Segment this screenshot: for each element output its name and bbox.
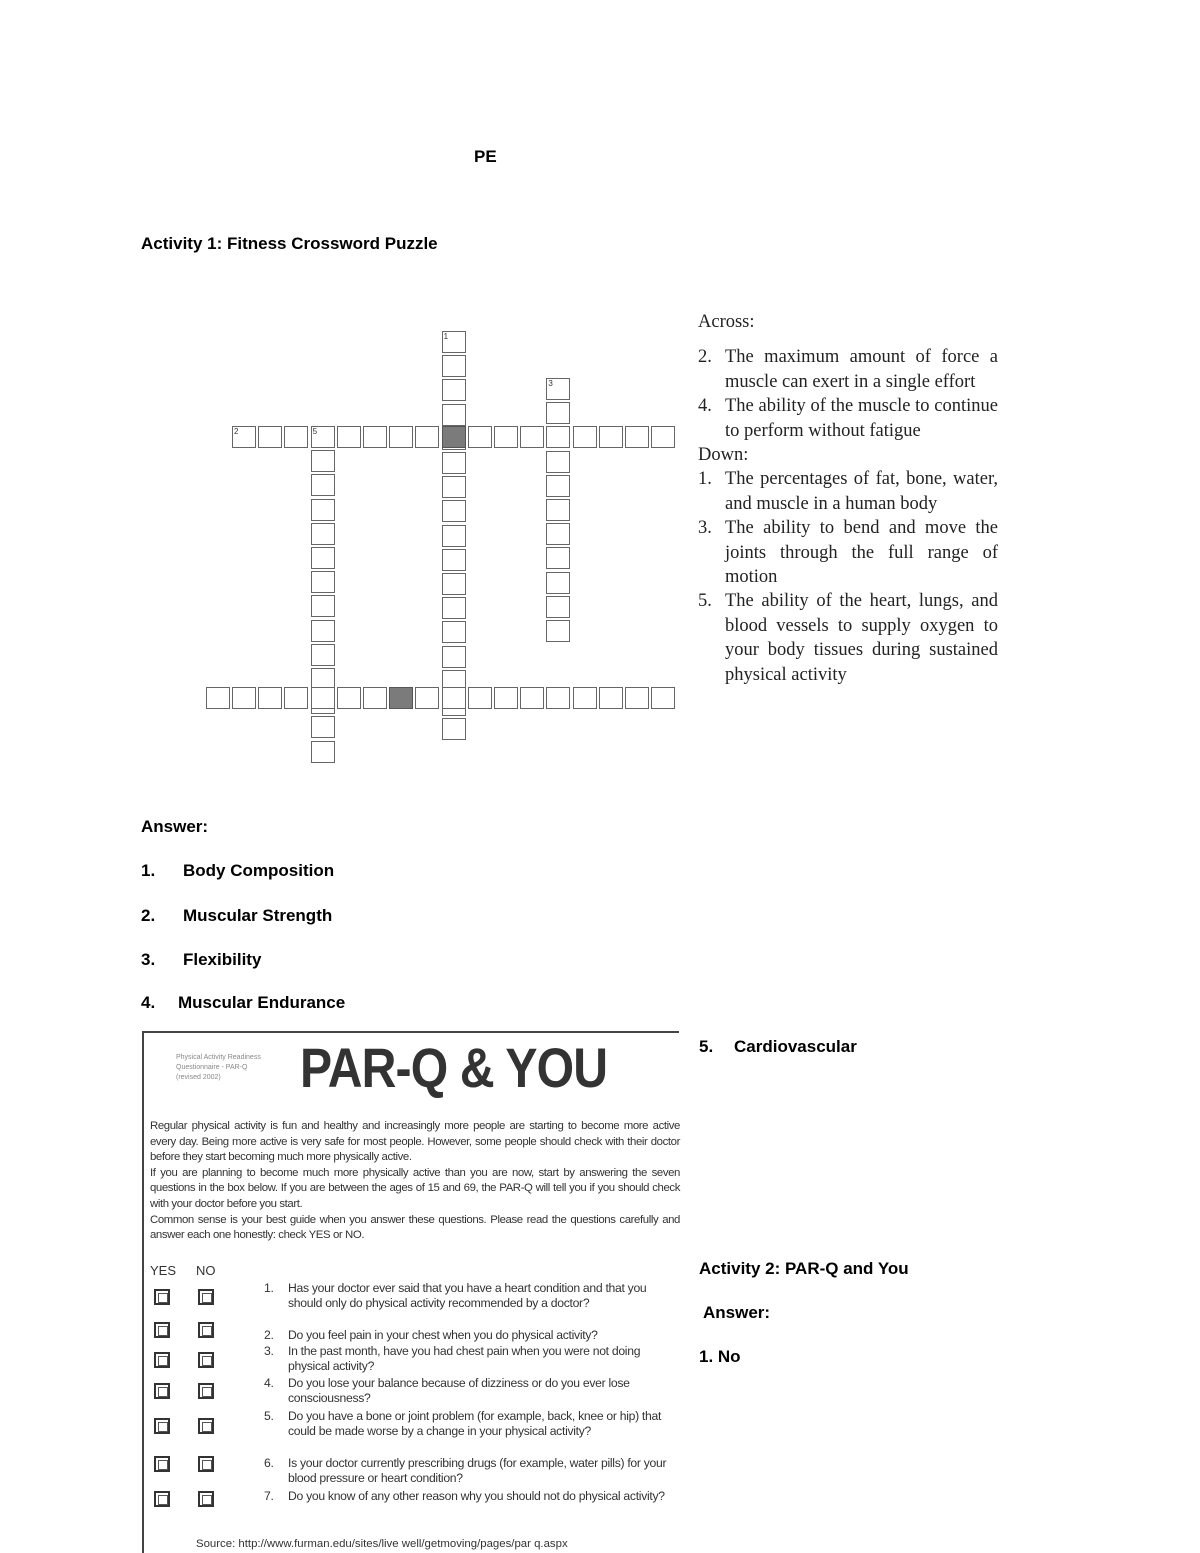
- crossword-cell[interactable]: [494, 426, 518, 448]
- clue-number: 3.: [698, 518, 712, 539]
- clue-text: The ability of the heart, lungs, and blood vessels to supply oxygen to your body tissues during sustained physical activity: [725, 591, 998, 685]
- crossword-cell[interactable]: [363, 687, 387, 709]
- question-number: 6.: [264, 1456, 274, 1470]
- crossword-number-2: 2: [234, 427, 239, 436]
- answer-heading: Answer:: [141, 817, 209, 836]
- crossword-cell[interactable]: [442, 426, 466, 448]
- crossword-cell[interactable]: [520, 687, 544, 709]
- crossword-cell[interactable]: [599, 687, 623, 709]
- question-number: 5.: [264, 1409, 274, 1423]
- parq-question: [264, 1456, 674, 1486]
- parq-subtitle-line: Physical Activity Readiness: [176, 1054, 261, 1061]
- answer-item: [141, 950, 261, 970]
- crossword-cell[interactable]: [442, 549, 466, 571]
- no-checkbox[interactable]: [198, 1289, 214, 1305]
- crossword-cell[interactable]: [363, 426, 387, 448]
- crossword-cell[interactable]: [442, 646, 466, 668]
- crossword-cell[interactable]: [311, 687, 335, 709]
- crossword-cell[interactable]: [442, 718, 466, 740]
- crossword-cell[interactable]: [415, 426, 439, 448]
- crossword-cell[interactable]: [258, 426, 282, 448]
- activity-2-title: Activity 2: PAR-Q and You: [699, 1259, 909, 1278]
- crossword-number-3: 3: [548, 379, 553, 388]
- crossword-cell[interactable]: [311, 741, 335, 763]
- crossword-cell[interactable]: [546, 451, 570, 473]
- down-heading: Down:: [698, 445, 749, 466]
- question-text: Do you lose your balance because of dizziness or do you ever lose consciousness?: [288, 1376, 630, 1405]
- down-clue: [698, 467, 998, 516]
- crossword-cell[interactable]: [442, 525, 466, 547]
- answer-number: 4.: [141, 993, 156, 1012]
- across-clue: [698, 394, 998, 443]
- parq-subtitle: [176, 1053, 266, 1083]
- answer-number: 5.: [699, 1037, 714, 1056]
- clue-number: 5.: [698, 591, 712, 612]
- question-text: Do you know of any other reason why you should not do physical activity?: [288, 1489, 665, 1503]
- question-text: In the past month, have you had chest pain when you were not doing physical activity?: [288, 1344, 641, 1373]
- parq-question: [264, 1409, 674, 1439]
- answer-item: [141, 906, 332, 926]
- crossword-cell[interactable]: [311, 523, 335, 545]
- question-text: Do you have a bone or joint problem (for example, back, knee or hip) that could be made worse by a change in your physical activity?: [288, 1409, 662, 1438]
- crossword-cell[interactable]: [546, 596, 570, 618]
- crossword-cell[interactable]: [442, 500, 466, 522]
- crossword-cell[interactable]: [311, 499, 335, 521]
- crossword-cell[interactable]: [442, 404, 466, 426]
- answer-item: [141, 861, 334, 881]
- activity-2-answer: 1. No: [699, 1347, 741, 1366]
- parq-question: [264, 1328, 674, 1343]
- crossword-cell[interactable]: [442, 355, 466, 377]
- crossword-cell[interactable]: [311, 547, 335, 569]
- yes-checkbox[interactable]: [154, 1383, 170, 1399]
- down-clue: [698, 516, 998, 589]
- crossword-cell[interactable]: [546, 475, 570, 497]
- crossword-cell[interactable]: [625, 426, 649, 448]
- crossword-cell[interactable]: [206, 687, 230, 709]
- answer-number: 1.: [141, 861, 156, 880]
- yes-checkbox[interactable]: [154, 1418, 170, 1434]
- answer-text: Flexibility: [183, 950, 262, 969]
- crossword-cell[interactable]: [311, 644, 335, 666]
- page-title: PE: [474, 147, 497, 166]
- no-checkbox[interactable]: [198, 1352, 214, 1368]
- crossword-cell[interactable]: [311, 716, 335, 738]
- crossword-cell[interactable]: [415, 687, 439, 709]
- parq-source: Source: http://www.furman.edu/sites/live well/getmoving/pages/par q.aspx: [196, 1538, 568, 1550]
- crossword-cell[interactable]: [442, 621, 466, 643]
- crossword-number-1: 1: [443, 332, 449, 341]
- question-text: Has your doctor ever said that you have a heart condition and that you should only do physical activity recommended by a doctor?: [288, 1281, 647, 1310]
- activity-1-title: Activity 1: Fitness Crossword Puzzle: [141, 234, 438, 253]
- answer-number: 2.: [141, 906, 156, 925]
- crossword-cell[interactable]: [651, 426, 675, 448]
- crossword-cell[interactable]: [468, 426, 492, 448]
- across-clue: [698, 345, 998, 394]
- question-number: 4.: [264, 1376, 274, 1390]
- parq-question: [264, 1281, 674, 1311]
- clue-text: The maximum amount of force a muscle can exert in a single effort: [725, 347, 998, 392]
- no-checkbox[interactable]: [198, 1322, 214, 1338]
- question-number: 2.: [264, 1328, 274, 1342]
- parq-title: PAR-Q & YOU: [300, 1036, 608, 1099]
- question-number: 3.: [264, 1344, 274, 1358]
- crossword-cell[interactable]: [232, 687, 256, 709]
- crossword-cell[interactable]: [337, 426, 361, 448]
- clue-number: 4.: [698, 396, 712, 417]
- crossword-cell[interactable]: [442, 687, 466, 709]
- parq-intro: [150, 1119, 680, 1244]
- crossword-cell[interactable]: [442, 452, 466, 474]
- question-number: 7.: [264, 1489, 274, 1503]
- answer-number: 3.: [141, 950, 156, 969]
- parq-question: [264, 1376, 674, 1406]
- clue-number: 2.: [698, 347, 712, 368]
- crossword-cell[interactable]: [284, 687, 308, 709]
- answer-text: Cardiovascular: [734, 1037, 857, 1056]
- question-text: Is your doctor currently prescribing drugs (for example, water pills) for your blood pressure or heart condition?: [288, 1456, 667, 1485]
- crossword-clues: [698, 310, 998, 687]
- crossword-cell[interactable]: [546, 620, 570, 642]
- crossword-cell[interactable]: [625, 687, 649, 709]
- crossword-grid: [0, 0, 700, 780]
- no-column-label: NO: [196, 1263, 216, 1278]
- parq-intro-paragraph: Common sense is your best guide when you answer these questions. Please read the questions carefully and answer each one honestly: check YES or NO.: [150, 1213, 680, 1242]
- crossword-cell[interactable]: [546, 523, 570, 545]
- crossword-cell[interactable]: [258, 687, 282, 709]
- question-text: Do you feel pain in your chest when you do physical activity?: [288, 1328, 598, 1342]
- yes-checkbox[interactable]: [154, 1352, 170, 1368]
- yes-checkbox[interactable]: [154, 1289, 170, 1305]
- crossword-cell[interactable]: [651, 687, 675, 709]
- parq-question: [264, 1344, 674, 1374]
- crossword-cell[interactable]: [546, 426, 570, 448]
- no-checkbox[interactable]: [198, 1383, 214, 1399]
- crossword-cell[interactable]: [546, 499, 570, 521]
- crossword-cell[interactable]: [546, 547, 570, 569]
- question-number: 1.: [264, 1281, 274, 1295]
- clue-text: The percentages of fat, bone, water, and muscle in a human body: [725, 469, 998, 514]
- parq-intro-paragraph: Regular physical activity is fun and healthy and increasingly more people are starting to become more active every day. Being more active is very safe for most people. However, some people should check with their doctor before they start becoming much more physically active.: [150, 1120, 680, 1164]
- crossword-cell[interactable]: [389, 426, 413, 448]
- answer-item: [699, 1037, 857, 1057]
- crossword-cell[interactable]: [546, 572, 570, 594]
- crossword-cell[interactable]: [573, 426, 597, 448]
- parq-subtitle-line: Questionnaire - PAR-Q: [176, 1064, 248, 1071]
- no-checkbox[interactable]: [198, 1491, 214, 1507]
- answer-text: Muscular Strength: [183, 906, 333, 925]
- crossword-cell[interactable]: [546, 402, 570, 424]
- activity-2-answer-heading: Answer:: [703, 1303, 771, 1322]
- crossword-cell[interactable]: [468, 687, 492, 709]
- crossword-cell[interactable]: [442, 379, 466, 401]
- crossword-cell[interactable]: [311, 571, 335, 593]
- no-checkbox[interactable]: [198, 1456, 214, 1472]
- crossword-cell[interactable]: [311, 450, 335, 472]
- parq-form-image: [142, 1031, 679, 1553]
- clue-text: The ability of the muscle to continue to perform without fatigue: [725, 396, 998, 441]
- yes-checkbox[interactable]: [154, 1491, 170, 1507]
- crossword-cell[interactable]: [442, 573, 466, 595]
- answer-text: Body Composition: [183, 861, 335, 880]
- clue-text: The ability to bend and move the joints through the full range of motion: [725, 518, 998, 588]
- crossword-cell[interactable]: [442, 597, 466, 619]
- no-checkbox[interactable]: [198, 1418, 214, 1434]
- parq-intro-paragraph: If you are planning to become much more physically active than you are now, start by answering the seven questions in the box below. If you are between the ages of 15 and 69, the PAR-Q will tell you if you should check with your doctor before you start.: [150, 1166, 680, 1210]
- crossword-cell[interactable]: [311, 474, 335, 496]
- crossword-cell[interactable]: [311, 620, 335, 642]
- across-heading: Across:: [698, 312, 755, 332]
- crossword-cell[interactable]: [389, 687, 413, 709]
- crossword-cell[interactable]: [284, 426, 308, 448]
- clue-number: 1.: [698, 469, 712, 490]
- parq-subtitle-line: (revised 2002): [176, 1074, 221, 1081]
- yes-checkbox[interactable]: [154, 1322, 170, 1338]
- crossword-cell[interactable]: [546, 687, 570, 709]
- crossword-cell[interactable]: [311, 595, 335, 617]
- down-clue: [698, 589, 998, 687]
- crossword-cell[interactable]: [599, 426, 623, 448]
- crossword-cell[interactable]: [442, 476, 466, 498]
- answer-item: [141, 993, 345, 1013]
- answer-text: Muscular Endurance: [178, 993, 346, 1012]
- parq-question: [264, 1489, 674, 1504]
- crossword-cell[interactable]: [337, 687, 361, 709]
- crossword-cell[interactable]: [520, 426, 544, 448]
- yes-checkbox[interactable]: [154, 1456, 170, 1472]
- crossword-cell[interactable]: [573, 687, 597, 709]
- yes-column-label: YES: [150, 1263, 177, 1278]
- crossword-cell[interactable]: [494, 687, 518, 709]
- crossword-number-5: 5: [312, 427, 318, 436]
